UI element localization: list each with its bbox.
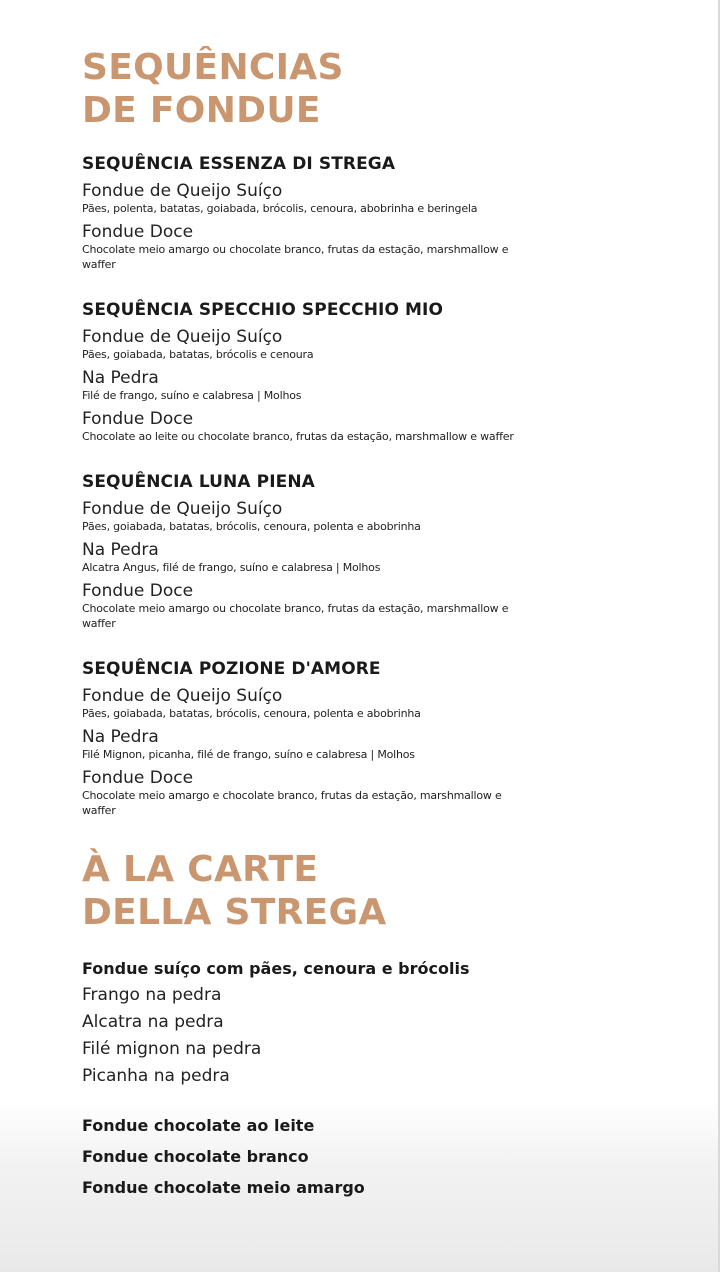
sequence-specchio-specchio-mio: [82, 300, 642, 444]
item-description: Pães, goiabada, batatas, brócolis, cenoura, polenta e abobrinha: [82, 707, 421, 720]
item-description: Chocolate ao leite ou chocolate branco, frutas da estação, marshmallow e waffer: [82, 430, 514, 443]
a-la-carte-list: [82, 956, 642, 1203]
carte-item-bold: Fondue chocolate meio amargo: [82, 1178, 365, 1197]
spacer: [82, 1090, 642, 1110]
item-description: Alcatra Angus, filé de frango, suíno e calabresa | Molhos: [82, 561, 381, 574]
item-description: Pães, goiabada, batatas, brócolis, cenoura, polenta e abobrinha: [82, 520, 421, 533]
item-name: Na Pedra: [82, 368, 159, 388]
item-name: Fondue Doce: [82, 581, 194, 601]
item-name: Fondue Doce: [82, 409, 194, 429]
fondue-sequences-title: [82, 46, 642, 132]
carte-item-bold: Fondue chocolate ao leite: [82, 1116, 315, 1135]
title-line-1: À LA CARTE: [82, 849, 319, 890]
a-la-carte-title: [82, 848, 642, 934]
item-name: Fondue de Queijo Suíço: [82, 181, 283, 201]
title-line-2: DE FONDUE: [82, 90, 321, 131]
carte-item: Alcatra na pedra: [82, 1012, 224, 1032]
item-name: Na Pedra: [82, 727, 159, 747]
item-name: Na Pedra: [82, 540, 159, 560]
title-line-1: SEQUÊNCIAS: [82, 47, 344, 88]
item-name: Fondue de Queijo Suíço: [82, 686, 283, 706]
item-name: Fondue Doce: [82, 222, 194, 242]
carte-item-bold: Fondue chocolate branco: [82, 1147, 309, 1166]
item-description: Pães, polenta, batatas, goiabada, brócolis, cenoura, abobrinha e beringela: [82, 202, 478, 215]
carte-item-bold: Fondue suíço com pães, cenoura e brócolis: [82, 959, 470, 978]
sequence-title: SEQUÊNCIA LUNA PIENA: [82, 472, 315, 492]
sequence-title: SEQUÊNCIA POZIONE D'AMORE: [82, 659, 381, 679]
sequence-luna-piena: [82, 472, 642, 631]
sequence-essenza-di-strega: [82, 154, 642, 272]
sequence-pozione-damore: [82, 659, 642, 818]
item-description: Chocolate meio amargo ou chocolate branco, frutas da estação, marshmallow e waffer: [82, 602, 509, 630]
carte-item: Filé mignon na pedra: [82, 1039, 262, 1059]
title-line-2: DELLA STREGA: [82, 892, 387, 933]
item-description: Filé Mignon, picanha, filé de frango, suíno e calabresa | Molhos: [82, 748, 415, 761]
sequence-title: SEQUÊNCIA ESSENZA DI STREGA: [82, 154, 396, 174]
item-description: Pães, goiabada, batatas, brócolis e cenoura: [82, 348, 314, 361]
item-name: Fondue Doce: [82, 768, 194, 788]
menu-content: [82, 46, 642, 1203]
item-description: Chocolate meio amargo ou chocolate branco, frutas da estação, marshmallow e waffer: [82, 243, 509, 271]
carte-item: Frango na pedra: [82, 985, 222, 1005]
item-description: Filé de frango, suíno e calabresa | Molhos: [82, 389, 302, 402]
sequence-title: SEQUÊNCIA SPECCHIO SPECCHIO MIO: [82, 300, 444, 320]
carte-item: Picanha na pedra: [82, 1066, 230, 1086]
item-description: Chocolate meio amargo e chocolate branco, frutas da estação, marshmallow e waffer: [82, 789, 502, 817]
item-name: Fondue de Queijo Suíço: [82, 499, 283, 519]
item-name: Fondue de Queijo Suíço: [82, 327, 283, 347]
